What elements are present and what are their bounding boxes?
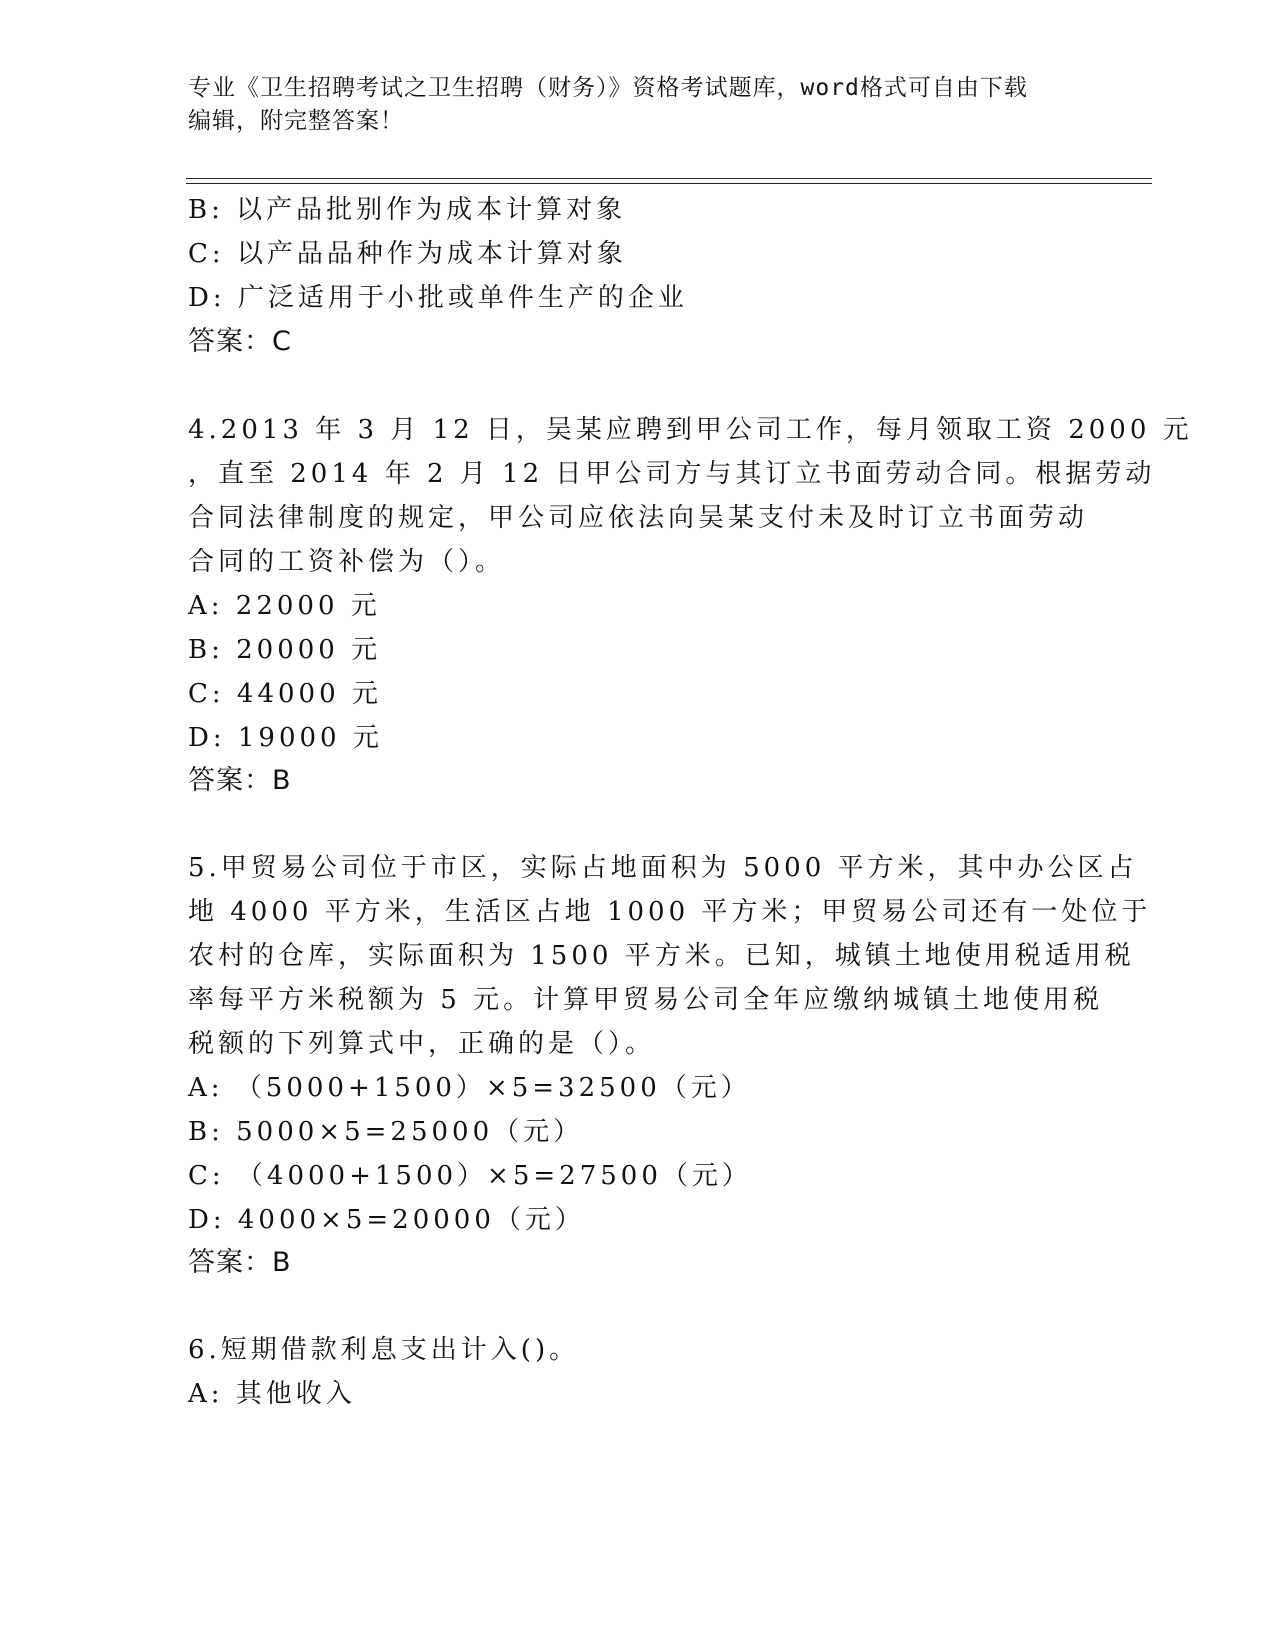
q5-option-d: D: 4000×5=20000（元） — [188, 1205, 585, 1235]
header-divider-top — [186, 178, 1152, 179]
q6-stem: 6.短期借款利息支出计入()。 — [188, 1335, 580, 1365]
q3-answer: 答案：C — [188, 326, 292, 357]
header-divider-bottom — [186, 183, 1152, 184]
document-header — [188, 72, 1068, 138]
q3-option-c: C: 以产品品种作为成本计算对象 — [188, 239, 627, 269]
q4-stem-line-3: 合同法律制度的规定，甲公司应依法向吴某支付未及时订立书面劳动 — [188, 503, 1089, 533]
q4-answer: 答案：B — [188, 765, 292, 796]
q5-answer: 答案：B — [188, 1247, 292, 1278]
q5-stem-line-2: 地 4000 平方米，生活区占地 1000 平方米；甲贸易公司还有一处位于 — [188, 897, 1152, 927]
q5-option-c: C: （4000+1500）×5=27500（元） — [188, 1161, 752, 1191]
q5-option-a: A: （5000+1500）×5=32500（元） — [188, 1073, 751, 1103]
q4-stem-line-1: 4.2013 年 3 月 12 日，吴某应聘到甲公司工作，每月领取工资 2000 元 — [188, 415, 1193, 445]
header-line-1: 专业《卫生招聘考试之卫生招聘（财务）》资格考试题库，word格式可自由下载 — [188, 75, 1028, 101]
q5-stem-line-5: 税额的下列算式中，正确的是（）。 — [188, 1029, 656, 1059]
header-line-2: 编辑，附完整答案！ — [188, 108, 404, 134]
q5-stem-line-1: 5.甲贸易公司位于市区，实际占地面积为 5000 平方米，其中办公区占 — [188, 853, 1138, 883]
q6-option-a: A: 其他收入 — [188, 1379, 356, 1409]
q4-option-b: B: 20000 元 — [188, 635, 382, 665]
q4-option-c: C: 44000 元 — [188, 679, 382, 709]
q5-option-b: B: 5000×5=25000（元） — [188, 1117, 584, 1147]
q4-option-a: A: 22000 元 — [188, 591, 381, 621]
q5-stem-line-3: 农村的仓库，实际面积为 1500 平方米。已知，城镇土地使用税适用税 — [188, 941, 1135, 971]
q5-stem-line-4: 率每平方米税额为 5 元。计算甲贸易公司全年应缴纳城镇土地使用税 — [188, 985, 1104, 1015]
q4-stem-line-2: ，直至 2014 年 2 月 12 日甲公司方与其订立书面劳动合同。根据劳动 — [188, 459, 1156, 489]
q4-option-d: D: 19000 元 — [188, 723, 383, 753]
q4-stem-line-4: 合同的工资补偿为（）。 — [188, 547, 506, 577]
q3-option-b: B: 以产品批别作为成本计算对象 — [188, 195, 627, 225]
q3-option-d: D: 广泛适用于小批或单件生产的企业 — [188, 283, 688, 313]
